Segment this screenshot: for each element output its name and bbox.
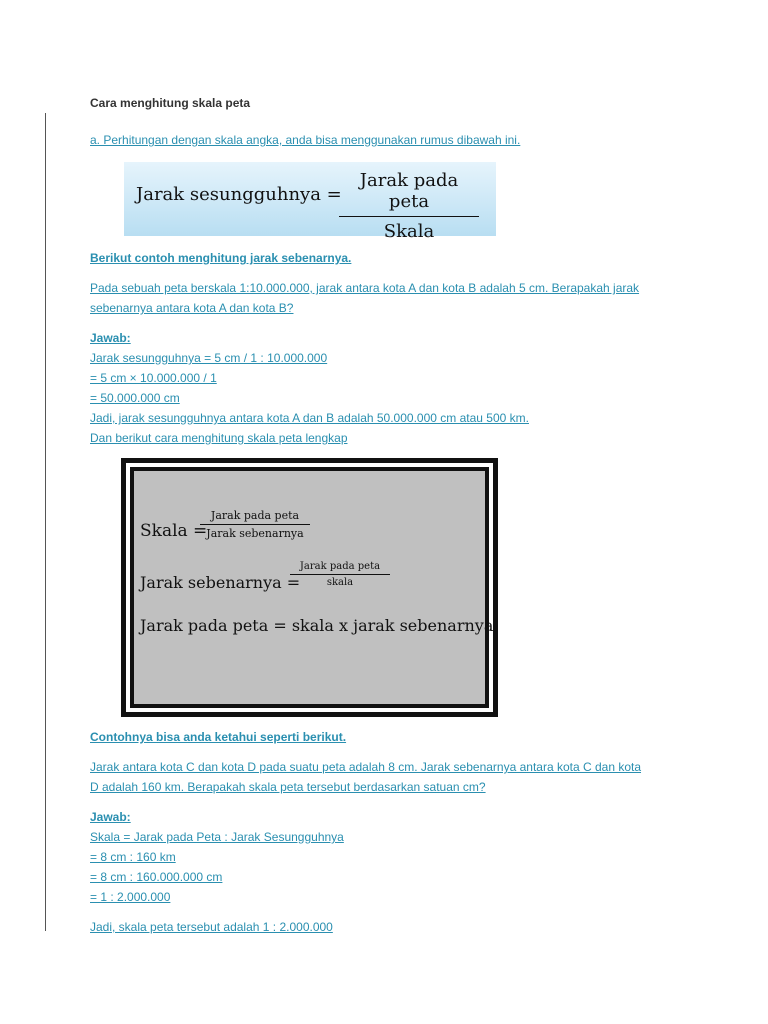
margin-line (45, 113, 46, 931)
formula-jarak-sesungguhnya-image (124, 162, 496, 242)
formula-numerator: Jarak pada peta (339, 170, 479, 217)
intro-link[interactable]: a. Perhitungan dengan skala angka, anda bisa menggunakan rumus dibawah ini. (90, 133, 521, 147)
formula-row2-denominator: skala (326, 577, 354, 588)
formula-row1-numerator: Jarak pada peta (200, 509, 310, 525)
formula-fraction (339, 170, 479, 242)
example2-heading[interactable]: Contohnya bisa anda ketahui seperti berikut. (90, 730, 347, 744)
formula-row2-numerator: Jarak pada peta (290, 561, 390, 575)
example2-question-line2[interactable]: D adalah 160 km. Berapakah skala peta tersebut berdasarkan satuan cm? (90, 780, 486, 794)
formula-row3: Jarak pada peta = skala x jarak sebenarnya (140, 616, 494, 635)
example1-heading[interactable]: Berikut contoh menghitung jarak sebenarnya. (90, 251, 352, 265)
formula-skala-panel (134, 471, 494, 704)
formula-row1-fraction (200, 509, 310, 540)
example2-step[interactable]: = 8 cm : 160.000.000 cm (90, 870, 223, 884)
example2-answer-label[interactable]: Jawab: (90, 810, 131, 824)
example2-question-line1[interactable]: Jarak antara kota C dan kota D pada suatu peta adalah 8 cm. Jarak sebenarnya antara kota C dan kota (90, 760, 642, 774)
example1-step[interactable]: = 50.000.000 cm (90, 391, 180, 405)
example1-step[interactable]: Jarak sesungguhnya = 5 cm / 1 : 10.000.000 (90, 351, 328, 365)
example1-step[interactable]: Dan berikut cara menghitung skala peta lengkap (90, 431, 348, 445)
example1-step[interactable]: = 5 cm × 10.000.000 / 1 (90, 371, 217, 385)
example2-step[interactable]: = 8 cm : 160 km (90, 850, 176, 864)
formula-denominator: Skala (383, 221, 435, 242)
article-content (90, 96, 690, 937)
formula-skala-image (121, 458, 498, 717)
example1-answer-label[interactable]: Jawab: (90, 331, 131, 345)
formula-lhs: Jarak sesungguhnya = (136, 184, 342, 205)
example2-conclusion[interactable]: Jadi, skala peta tersebut adalah 1 : 2.000.000 (90, 920, 333, 934)
formula-row1-lhs: Skala = (140, 521, 208, 541)
example1-step[interactable]: Jadi, jarak sesungguhnya antara kota A dan B adalah 50.000.000 cm atau 500 km. (90, 411, 529, 425)
formula-row2-lhs: Jarak sebenarnya = (140, 573, 301, 592)
example2-step[interactable]: Skala = Jarak pada Peta : Jarak Sesungguhnya (90, 830, 344, 844)
example2-step[interactable]: = 1 : 2.000.000 (90, 890, 171, 904)
formula-row2-fraction (290, 561, 390, 588)
page-title: Cara menghitung skala peta (90, 96, 251, 110)
formula-row1-denominator: Jarak sebenarnya (206, 527, 304, 540)
example1-question-line2[interactable]: sebenarnya antara kota A dan kota B? (90, 301, 294, 315)
example1-question-line1[interactable]: Pada sebuah peta berskala 1:10.000.000, jarak antara kota A dan kota B adalah 5 cm. Berapakah jarak (90, 281, 640, 295)
